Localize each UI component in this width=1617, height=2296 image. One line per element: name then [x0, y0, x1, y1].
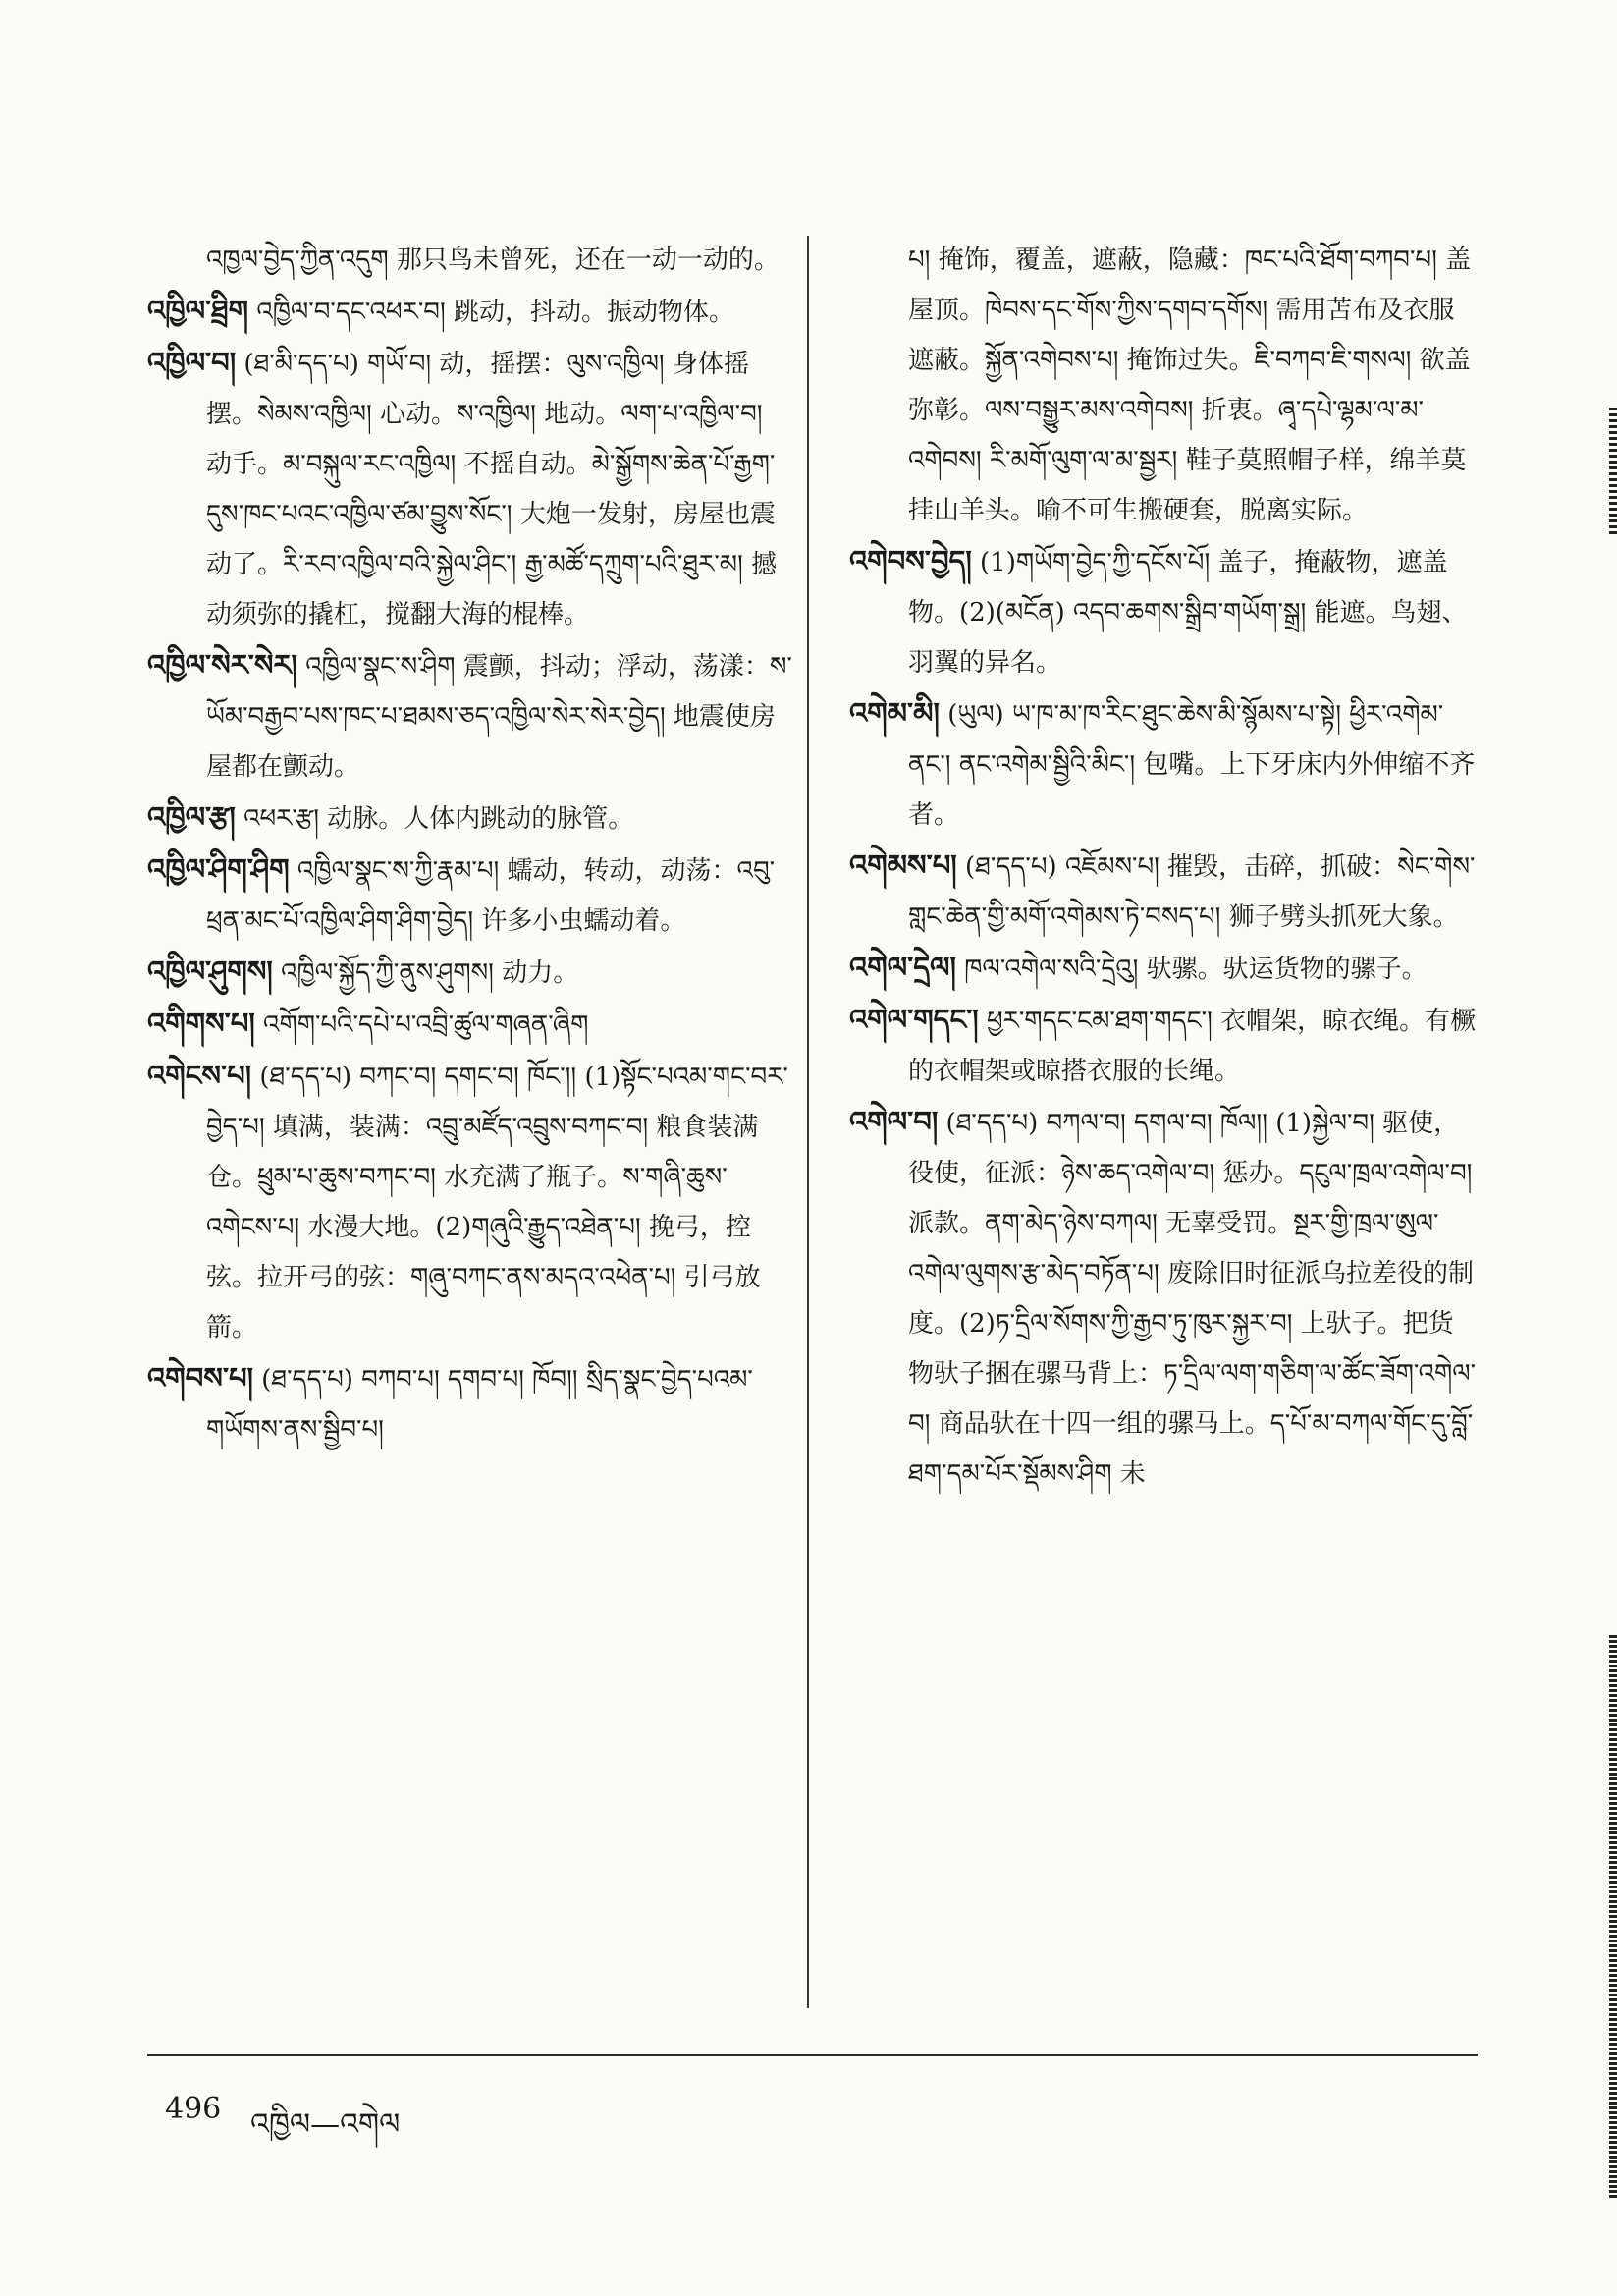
footer-rule — [147, 2054, 1478, 2056]
definition-text: (ཐ་མི་དད་པ) གཡོ་བ། 动，摇摆：ལུས་འཁྱིལ། 身体摇摆。སེམས་འཁྱིལ། 心动。ས་འཁྱིལ། 地动。ལག་པ་འཁྱིལ་བ། 动手。མ་བསྐུལ་རང་འཁྱིལ། 不摇自动。མེ་སྒྱོགས་ཆེན་པོ་རྒྱག་དུས་ཁང་པའང་འཁྱིལ་ཙམ་བྱུས་སོང་། 大炮一发射，房屋也震动了。རི་རབ་འཁྱིལ་བའི་སྐྱེལ་ཤིང་། རྒྱ་མཚོ་དཀྲུག་པའི་ཐུར་མ། 撼动须弥的撬杠，搅翻大海的棍棒。 — [206, 350, 778, 629]
dictionary-entry — [849, 1097, 1478, 1500]
headword: འགེལ་བ། — [849, 1105, 939, 1138]
headword: འགེལ་དྲེལ། — [849, 951, 956, 984]
dictionary-entry — [147, 338, 795, 640]
definition-text: འཁྱལ་བྱེད་ཀྱིན་འདུག 那只鸟未曾死，还在一动一动的。 — [206, 246, 780, 275]
dictionary-entry — [147, 793, 795, 845]
running-head: འཁྱིལ—འགེལ — [250, 2107, 401, 2142]
headword: འགེངས་པ། — [147, 1059, 252, 1092]
headword: འཁྱིལ་ཤུགས། — [147, 955, 273, 988]
dictionary-entry — [147, 640, 795, 793]
dictionary-entry — [147, 286, 795, 338]
dictionary-entry — [849, 536, 1478, 688]
headword: འགེམ་མི། — [849, 696, 940, 730]
page-edge-marks-top — [1609, 408, 1617, 535]
definition-text: (1)གཡོག་བྱེད་ཀྱི་དངོས་པོ། 盖子，掩蔽物，遮盖物。(2)(མངོན) འདབ་ཆགས་སྒྲིབ་གཡོག་སྒྲ། 能遮。鸟翅、羽翼的异名。 — [908, 548, 1468, 678]
dictionary-entry — [147, 999, 795, 1051]
headword: འགེམས་པ། — [849, 848, 957, 882]
headword: འགེབས་བྱེད། — [849, 544, 972, 577]
page-edge-marks-bottom — [1609, 1635, 1617, 2200]
dictionary-entry — [849, 841, 1478, 943]
column-divider — [807, 236, 809, 2008]
headword: འགེལ་གདང་། — [849, 1003, 979, 1036]
headword: འཁྱིལ་སེར་སེར། — [147, 648, 297, 682]
headword: འགེབས་པ། — [147, 1361, 253, 1394]
definition-text: འཁྱིལ་བ་དང་འཕར་བ། 跳动，抖动。振动物体。 — [248, 298, 735, 327]
headword: འཁྱིལ་རྩ། — [147, 800, 236, 834]
dictionary-entry — [849, 995, 1478, 1097]
headword: འཁྱིལ་ཤིག་ཤིག — [147, 852, 290, 886]
entry-continuation — [849, 236, 1478, 536]
definition-text: (ཐ་དད་པ) བཀབ་པ། དགབ་པ། ཁོབ།། སྲིད་སྣང་བྱེད་པའམ་གཡོགས་ནས་སྦྱིབ་པ། — [206, 1365, 753, 1445]
left-column — [147, 236, 795, 1455]
definition-text: འགོག་པའི་དཔེ་པ་འབྲི་ཚུལ་གཞན་ཞིག — [254, 1011, 589, 1040]
dictionary-entry — [147, 845, 795, 947]
definition-text: (ཐ་དད་པ) འཇོམས་པ། 摧毁，击碎，抓破：སེང་གེས་གླང་ཆེན་གྱི་མགོ་འགེམས་ཏེ་བསད་པ། 狮子劈头抓死大象。 — [908, 852, 1476, 932]
right-column — [849, 236, 1478, 1500]
headword: འཁྱིལ་བ། — [147, 346, 237, 379]
page-number: 496 — [165, 2092, 222, 2126]
dictionary-entry — [849, 688, 1478, 841]
definition-text: འཁྱིལ་སྣང་ས་ཀྱི་རྣམ་པ། 蠕动，转动，动荡：འབུ་ཕྲན་མང་པོ་འཁྱིལ་ཤིག་ཤིག་བྱེད། 许多小虫蠕动着。 — [206, 856, 776, 936]
definition-text: ཕྱར་གདང་ངམ་ཐག་གདང་། 衣帽架，晾衣绳。有橛的衣帽架或晾搭衣服的长绳。 — [908, 1007, 1477, 1086]
definition-text: (ཐ་དད་པ) བཀང་བ། དགང་བ། ཁོང་།། (1)སྟོང་པའམ་གང་བར་བྱེད་པ། 填满，装满：འབྲུ་མཛོད་འབྲུས་བཀང་བ། 粮食装满仓。ཕྲུམ་པ་ཆུས་བཀང་བ། 水充满了瓶子。ས་གཞི་ཆུས་འགེངས་པ། 水漫大地。(2)གཞུའི་རྒྱུད་འཐེན་པ། 挽弓，控弦。拉开弓的弦：གཞུ་བཀང་ནས་མདའ་འཕེན་པ། 引弓放箭。 — [206, 1063, 788, 1342]
headword: འགིགས་པ། — [147, 1007, 255, 1040]
dictionary-entry — [147, 947, 795, 999]
dictionary-entry — [147, 1353, 795, 1455]
definition-text: འཁྱིལ་སྣང་ས་ཤིག 震颤，抖动；浮动，荡漾：ས་ཡོམ་བརྒྱབ་པས་ཁང་པ་ཐམས་ཅད་འཁྱིལ་སེར་སེར་བྱེད། 地震使房屋都在颤动。 — [206, 652, 792, 782]
definition-text: ཁལ་འགེལ་སའི་དྲེའུ། 驮骡。驮运货物的骡子。 — [955, 955, 1428, 984]
headword: འཁྱིལ་ཐྲིག — [147, 294, 249, 327]
entry-continuation — [147, 236, 795, 286]
definition-text: འཕར་རྩ། 动脉。人体内跳动的脉管。 — [235, 804, 634, 834]
dictionary-entry — [849, 943, 1478, 995]
definition-text: པ། 掩饰，覆盖，遮蔽，隐藏：ཁང་པའི་ཐོག་བཀབ་པ། 盖屋顶。ཁེབས་དང་གོས་ཀྱིས་དགབ་དགོས། 需用苫布及衣服遮蔽。སྐྱོན་འགེབས་པ། 掩饰过失。ཇི་བཀབ་ཇི་གསལ། 欲盖弥彰。ལས་བསྒྱུར་མས་འགེབས། 折衷。ཞྭ་དཔེ་ལྷམ་ལ་མ་འགེབས། རི་མགོ་ལུག་ལ་མ་སྦྱར། 鞋子莫照帽子样，绵羊莫挂山羊头。喻不可生搬硬套，脱离实际。 — [908, 246, 1472, 525]
definition-text: འཁྱིལ་སྐྱོད་ཀྱི་ནུས་ཤུགས། 动力。 — [272, 958, 579, 988]
definition-text: (ཐ་དད་པ) བཀལ་བ། དགལ་བ། ཁོལ།། (1)སྐྱེལ་བ། 驱使，役使，征派：ཉེས་ཆད་འགེལ་བ། 惩办。དངུལ་ཁྲལ་འགེལ་བ། 派款。ནག་མེད་ཉེས་བཀལ། 无辜受罚。སྔར་གྱི་ཁྲལ་ཨུལ་འགེལ་ལུགས་རྩ་མེད་བཏོན་པ། 废除旧时征派乌拉差役的制度。(2)ཏ་དྲིལ་སོགས་ཀྱི་རྒྱབ་ཏུ་ཁུར་སྐྱར་བ། 上驮子。把货物驮子捆在骡马背上：ཏ་དྲིལ་ལག་གཅིག་ལ་ཚོང་ཟོག་འགེལ་བ། 商品驮在十四一组的骡马上。ད་པོ་མ་བཀལ་གོང་དུ་བློ་ཐག་དམ་པོར་སྡོམས་ཤིག 未 — [908, 1109, 1477, 1489]
definition-text: (ཡུལ) ཡ་ཁ་མ་ཁ་རིང་ཐུང་ཆེས་མི་སྙོམས་པ་སྟེ། ཕྱིར་འགེམ་ནང་། ནང་འགེམ་སྦྱིའི་མིང་། 包嘴。上下牙床内外伸缩不齐者。 — [908, 700, 1476, 830]
dictionary-entry — [147, 1051, 795, 1353]
